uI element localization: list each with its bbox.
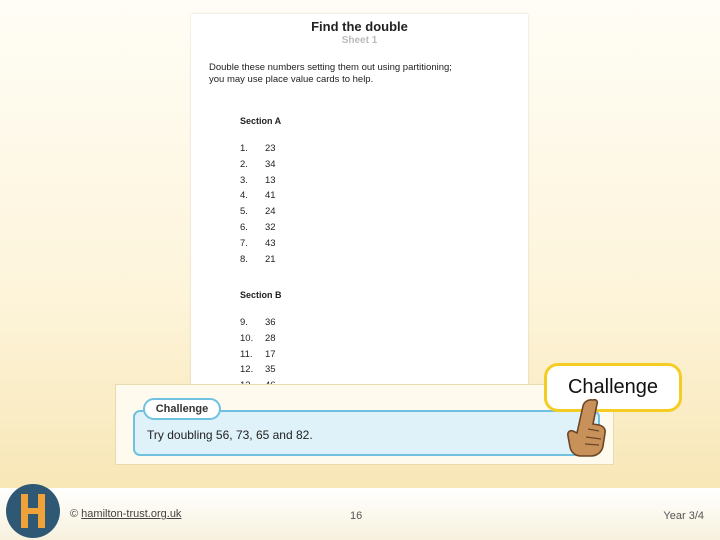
question-number: 9. <box>240 317 248 328</box>
question-number: 2. <box>240 158 248 170</box>
challenge-panel <box>115 384 614 465</box>
worksheet-instructions <box>209 62 509 86</box>
question-value: 21 <box>265 253 276 265</box>
list-item <box>240 143 360 159</box>
section-b-heading: Section B <box>240 290 282 300</box>
list-item <box>240 238 360 254</box>
question-value: 43 <box>265 237 276 249</box>
question-number: 1. <box>240 143 248 154</box>
pointing-hand-icon <box>563 398 613 460</box>
list-item <box>240 333 360 349</box>
instruction-line: Double these numbers setting them out using partitioning; <box>209 62 452 73</box>
question-value: 32 <box>265 221 276 233</box>
list-item <box>240 254 360 270</box>
challenge-button[interactable]: Challenge <box>544 363 682 412</box>
hamilton-logo-icon <box>4 482 62 540</box>
website-link[interactable]: hamilton-trust.org.uk <box>81 508 182 520</box>
challenge-text: Try doubling 56, 73, 65 and 82. <box>147 428 313 442</box>
list-item <box>240 364 360 380</box>
worksheet-title: Find the double <box>311 19 408 34</box>
question-number: 7. <box>240 237 248 249</box>
list-item <box>240 175 360 191</box>
list-item <box>240 190 360 206</box>
question-number: 8. <box>240 253 248 265</box>
instruction-line: you may use place value cards to help. <box>209 74 374 85</box>
copyright-credit <box>70 508 181 520</box>
question-value: 28 <box>265 332 276 344</box>
section-a-heading: Section A <box>240 116 282 126</box>
copyright-symbol: © <box>70 508 79 520</box>
question-number: 4. <box>240 190 248 202</box>
worksheet-subtitle: Sheet 1 <box>341 35 378 46</box>
list-item <box>240 206 360 222</box>
section-b-list <box>240 317 360 394</box>
question-value: 36 <box>265 317 276 328</box>
list-item <box>240 222 360 238</box>
question-value: 24 <box>265 206 276 218</box>
question-value: 23 <box>265 143 276 154</box>
question-number: 6. <box>240 221 248 233</box>
list-item <box>240 159 360 175</box>
question-number: 12. <box>240 364 254 376</box>
question-number: 11. <box>240 348 253 360</box>
worksheet <box>191 14 528 394</box>
list-item <box>240 349 360 365</box>
question-number: 3. <box>240 174 248 186</box>
question-number: 10. <box>240 332 254 344</box>
question-number: 5. <box>240 206 248 218</box>
year-group-label: Year 3/4 <box>663 510 704 522</box>
question-value: 35 <box>265 364 276 376</box>
page-number: 16 <box>350 510 363 522</box>
challenge-tab: Challenge <box>143 398 221 420</box>
question-value: 41 <box>265 190 276 202</box>
list-item <box>240 317 360 333</box>
question-value: 13 <box>265 174 276 186</box>
question-value: 17 <box>265 348 276 360</box>
section-a-list <box>240 143 360 269</box>
question-value: 34 <box>265 158 276 170</box>
